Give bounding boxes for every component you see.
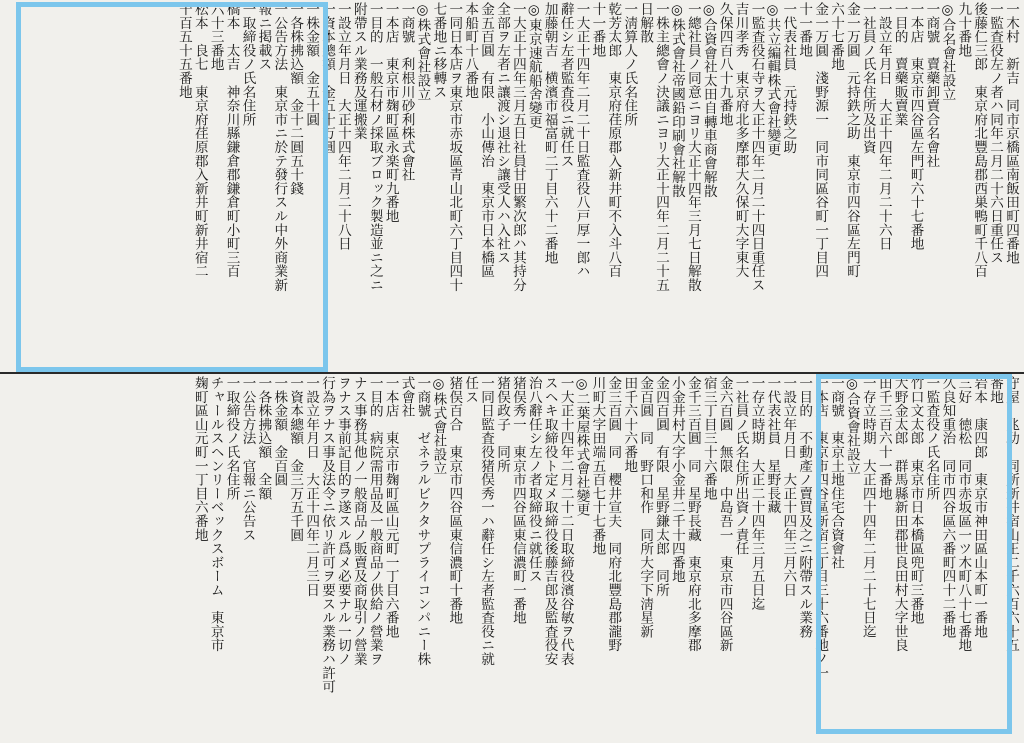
notice-column: 一株金額 金五十圓 (303, 2, 320, 127)
notice-column: 一公告方法 官報ニ公告ス (239, 376, 256, 542)
notice-column: ヲナス事前記目的ヲ遂スル爲メ必要ナル一切ノ (334, 376, 351, 666)
notice-column: ◎共立編輯株式會社變更 (764, 2, 781, 157)
notice-column: 松本 良七 東京府荏原郡入新井町新井宿二 (191, 2, 208, 278)
notice-column: 十一番地 (589, 2, 606, 58)
notice-column: 附帶スル業務及運搬業 (350, 2, 367, 140)
notice-column: ◎株式會社設立 (414, 2, 431, 101)
notice-column: 一大正十四年二月二十日監査役八戸厚一郎ハ (573, 2, 590, 278)
notice-column: 三好 徳松 同市赤坂區一ツ木町八十七番地 (955, 376, 972, 652)
notice-column: 一代表社員 星野長藏 (764, 376, 781, 514)
notice-column: 一商號 利根川砂利株式會社 (398, 2, 415, 182)
notice-column: 報ニ掲載ス (255, 2, 272, 71)
notice-column: 乾芳太郎 東京府荏原郡入新井町不入斗八百 (605, 2, 622, 278)
notice-column: 一監査役左ノ者ハ同年二月二十六日重任ス (987, 2, 1004, 265)
notice-column: ◎合資會社太田自轉車商會解散 (700, 2, 717, 198)
notice-column: 一大正十四年三月五日社員甘田繁次郎ハ其持分 (509, 2, 526, 292)
notice-column: 一本店 東京市四谷區左門町六十七番地 (907, 2, 924, 251)
notice-column: 金四百圓 有限 星野鎌太郎 同所 (653, 376, 670, 597)
notice-column: 橋本 太吉 神奈川縣鎌倉郡鎌倉町小町三百 (223, 2, 240, 278)
notice-column: 任ス (462, 376, 479, 404)
notice-column: 行為ヲナス事及法令ニ依リ許可ヲ要スル業務ハ許可 (319, 376, 336, 694)
notice-column: 金千三百圓 同 星野長藏 東京府北多摩郡 (684, 376, 701, 652)
notice-column: 一取締役ノ氏名住所 (239, 2, 256, 127)
notice-column: 猪俣百合 東京市四谷區東信濃町十番地 (446, 376, 463, 625)
notice-column: 九十番地 (955, 2, 972, 58)
notice-column: 一代表社員 元持鉄之助 (780, 2, 797, 154)
notice-column: 一社員ノ氏名住所及出資 (859, 2, 876, 154)
notice-column: 一取締役ノ氏名住所 (223, 376, 240, 501)
notice-column: 一商號 賣藥卸賣合名會社 (923, 2, 940, 168)
notice-column: 加藤朝吉 横濱市福富町二丁目六十二番地 (541, 2, 558, 265)
notice-column: 竹口文太郎 東京市日本橋區兜町三番地 (907, 376, 924, 625)
notice-column: 一設立年月日 大正十四年三月六日 (780, 376, 797, 597)
notice-column: 日解散 (637, 2, 654, 44)
notice-column: 守屋 兆助 同所新井宿山王二千六百六十五 (1003, 376, 1019, 652)
notice-column: 一社員ノ氏名住所出資ノ責任 (732, 376, 749, 556)
notice-column: 一各株拂込額 金十二圓五十錢 (287, 2, 304, 196)
notice-column: 金一万圓 淺野源一 同市同區谷町一丁目四 (812, 2, 829, 278)
notice-column: 一設立年月日 大正十四年二月二十八日 (334, 2, 351, 251)
notice-column: 一淸算人ノ氏名住所 (621, 2, 638, 127)
notice-column: 辭任シ左者監査役ニ就任ス (557, 2, 574, 168)
notice-column: 岩本 康四郎 東京市神田區山本町一番地 (971, 376, 988, 639)
notice-column: 六十七番地 (828, 2, 845, 71)
notice-column: ナス事務其他ノ一般商品ノ販賣及商取引ノ營業 (350, 376, 367, 666)
lower-notice-band (0, 376, 1024, 738)
notice-column: 一存立時期 大正四十四年二月二十七日迄 (859, 376, 876, 639)
notice-column: スヘキ取締役ト定メ取締役後藤吉郎及監査役安 (541, 376, 558, 666)
notice-column: 治八辭任シ左ノ者取締役ニ就任ス (525, 376, 542, 583)
notice-column: 宿三丁目三十六番地 (700, 376, 717, 501)
notice-column: 田千三百六十一番地 (875, 376, 892, 501)
notice-column: 一目的 病院需用品及一般商品ノ供給ノ營業ヲ (366, 376, 383, 666)
notice-column: 十一番地 (796, 2, 813, 58)
notice-column: チャールスヘンリーベックスボーム 東京市 (207, 376, 224, 652)
notice-column: ◎合名會社設立 (939, 2, 956, 101)
notice-column: 一目的 賣藥販賣業 (891, 2, 908, 127)
notice-column: 金一万圓 元持鉄之助 東京市四谷區左門町 (843, 2, 860, 278)
notice-column: ◎東京速航船舍變更 (525, 2, 542, 129)
notice-column: 久保四百八十九番地 (716, 2, 733, 127)
notice-column: 一監査役石寺ヲ大正十四年二月二十四日重任ス (748, 2, 765, 292)
notice-column: 一存立時期 大正二十四年三月五日迄 (748, 376, 765, 611)
notice-column: 小金井村大字小金井二千十四番地 (668, 376, 685, 583)
notice-column: 千百五十五番地 (175, 2, 192, 99)
notice-column: 一總社員ノ同意ニヨリ大正十四年三月七日解散 (684, 2, 701, 292)
notice-column: 大野金太郎 群馬縣新田郡世良田村大字世良 (891, 376, 908, 652)
page-bottom-edge (0, 736, 1024, 743)
notice-column: 川町大字田端五百七十七番地 (589, 376, 606, 556)
notice-column: 猪俣政子 同所 (494, 376, 510, 473)
notice-column: 一監査役ノ氏名住所 (923, 376, 940, 501)
notice-column: ◎合資會社設立 (843, 376, 860, 475)
notice-column: 一公告方法 東京市ニ於テ發行スル中外商業新 (271, 2, 288, 292)
notice-column: 一株金額 金百圓 (271, 376, 288, 487)
notice-column: 六十三番地 (207, 2, 224, 71)
upper-notice-band (0, 2, 1024, 372)
upper-notice-columns (175, 2, 1018, 372)
notice-column: 金百圓 同 野口和作 同所大字下淸星新 (637, 376, 654, 639)
notice-column: 一目的 不動產ノ賣買及之ニ附帶スル業務 (796, 376, 813, 639)
notice-column: 久良知重治 同市四谷區六番町四十二番地 (939, 376, 956, 639)
band-divider-rule (0, 372, 1024, 374)
notice-column: ◎株式會社帝國鉛印刷會社解散 (668, 2, 685, 198)
lower-notice-columns (191, 376, 1018, 738)
notice-column: 全部ヲ左者ニ讓渡シ退社シ讓受人ハ入社ス (494, 2, 510, 265)
notice-column: 猪俣秀一 東京市四谷區東信濃町一番地 (509, 376, 526, 625)
notice-column: 一本店 東京市四谷區新宿三丁目三十六番地ノ一 (812, 376, 829, 680)
notice-column: 一目的 一般石材ノ採取ブロック製造並ニ之ニ (366, 2, 383, 292)
notice-column: 一商號 東京土地住宅合資會社 (828, 376, 845, 570)
notice-column: 金六百圓 無限 中島吾一 東京市四谷區新 (716, 376, 733, 652)
notice-column: 一各株拂込額 全額 (255, 376, 272, 501)
notice-column: 式會社 (398, 376, 415, 418)
notice-column: 本船町十八番地 (462, 2, 479, 99)
notice-column: 一本店 東京市麹町區永楽町九番地 (382, 2, 399, 223)
notice-column: 麹町區山元町一丁目六番地 (191, 376, 208, 542)
notice-column: 金五百圓 有限 小山傳治 東京市日本橋區 (478, 2, 495, 278)
notice-column: 一株主總會ノ決議ニヨリ大正十四年二月二十五 (653, 2, 670, 292)
notice-column: 七番地ニ移轉ス (430, 2, 447, 99)
notice-column: 一設立年月日 大正十四年二月二十六日 (875, 2, 892, 251)
notice-column: 番地 (987, 376, 1004, 404)
notice-column: 一同日本店ヲ東京市赤坂區青山北町六丁目四十 (446, 2, 463, 292)
notice-column: 一資本總額 金三万五千圓 (287, 376, 304, 542)
notice-column: 一設立年月日 大正十四年二月三日 (303, 376, 320, 597)
notice-column: 金三百圓 同 櫻井宣夫 同府北豐島郡瀧野 (605, 376, 622, 652)
notice-column: 一同日監査役猪俣秀一ハ辭任シ左者監査役ニ就 (478, 376, 495, 666)
notice-column: 後藤仁三郎 東京府北豐島郡西巣鴨町千八百 (971, 2, 988, 278)
notice-column: 吉川孝秀 東京府北多摩郡大久保町大字東大 (732, 2, 749, 278)
notice-column: 一商號 ゼネラルビクタサプライコンパニー株 (414, 376, 431, 666)
notice-column: 一木村 新吉 同市京橋區南飯田町四番地 (1003, 2, 1019, 265)
notice-column: ◎株式會社設立 (430, 376, 447, 475)
notice-column: 田千六十六番地 (621, 376, 638, 473)
notice-column: 一資本總額 金五十万圓 (319, 2, 336, 154)
notice-column: 一本店 東京市麹町區山元町一丁目六番地 (382, 376, 399, 639)
notice-column: 一大正十四年二月二十二日取締役濱谷敏ヲ代表 (557, 376, 574, 666)
notice-column: ◎二葉屋株式會社變更 (573, 376, 590, 517)
